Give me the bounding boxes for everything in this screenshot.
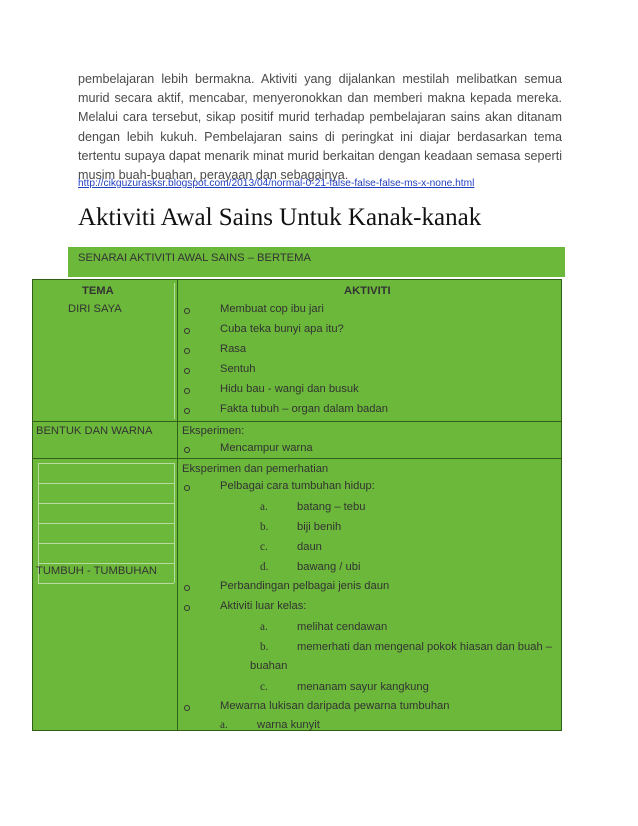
bullet-icon [184, 585, 190, 591]
source-link[interactable]: http://cikguzurasksr.blogspot.com/2013/04/normal-0-21-false-false-false-ms-x-none.html [78, 178, 475, 189]
paragraph-line: tertentu supaya dapat menarik minat murid berkaitan dengan keadaan semasa seperti [78, 148, 562, 163]
bullet-icon [184, 388, 190, 394]
sub-item: biji benih [297, 521, 342, 533]
sub-letter: b. [260, 521, 269, 533]
experiment-label: Eksperimen dan pemerhatian [182, 463, 329, 475]
activity-table [32, 279, 562, 731]
bullet-icon [184, 328, 190, 334]
page-heading: Aktiviti Awal Sains Untuk Kanak-kanak [78, 204, 482, 231]
sub-item: daun [297, 541, 322, 553]
list-item: Perbandingan pelbagai jenis daun [220, 580, 390, 592]
bullet-icon [184, 605, 190, 611]
sub-item: memerhati dan mengenal pokok hiasan dan buah – [297, 641, 553, 653]
list-item: Rasa [220, 343, 247, 355]
bullet-icon [184, 348, 190, 354]
banner-title: SENARAI AKTIVITI AWAL SAINS – BERTEMA [78, 252, 311, 264]
list-item: Sentuh [220, 363, 256, 375]
paragraph-line: murid secara aktif, mencabar, menyeronokkan dan memberi makna kepada mereka. [78, 91, 562, 106]
list-item: Mewarna lukisan daripada pewarna tumbuhan [220, 700, 450, 712]
bullet-icon [184, 408, 190, 414]
sub-letter: c. [260, 681, 268, 693]
sub-letter: d. [260, 561, 269, 573]
list-banner [68, 247, 565, 277]
list-item: Fakta tubuh – organ dalam badan [220, 403, 388, 415]
bullet-icon [184, 308, 190, 314]
tema-bentuk-warna: BENTUK DAN WARNA [36, 425, 153, 437]
sub-item: menanam sayur kangkung [297, 681, 429, 693]
sub-item: warna kunyit [257, 719, 320, 731]
sub-letter: b. [260, 641, 269, 653]
tema-diri-saya: DIRI SAYA [68, 303, 122, 315]
bullet-icon [184, 705, 190, 711]
list-item: Pelbagai cara tumbuhan hidup: [220, 480, 375, 492]
list-item: Aktiviti luar kelas: [220, 600, 307, 612]
header-aktiviti: AKTIVITI [344, 285, 391, 297]
sub-item: batang – tebu [297, 501, 366, 513]
header-tema: TEMA [82, 285, 114, 297]
list-item: Hidu bau - wangi dan busuk [220, 383, 359, 395]
list-item: Cuba teka bunyi apa itu? [220, 323, 344, 335]
sub-letter: a. [260, 501, 268, 513]
sub-item-continued: buahan [250, 660, 288, 672]
sub-letter: c. [260, 541, 268, 553]
tema-tumbuhan: TUMBUH - TUMBUHAN [36, 565, 157, 577]
list-item: Membuat cop ibu jari [220, 303, 324, 315]
sub-item: melihat cendawan [297, 621, 388, 633]
bullet-icon [184, 485, 190, 491]
bullet-icon [184, 368, 190, 374]
sub-item: bawang / ubi [297, 561, 361, 573]
experiment-label: Eksperimen: [182, 425, 245, 437]
paragraph-line: dengan lebih kukuh. Pembelajaran sains di peringkat ini diajar berdasarkan tema [78, 129, 562, 144]
bullet-icon [184, 447, 190, 453]
paragraph-line: pembelajaran lebih bermakna. Aktiviti yang dijalankan mestilah melibatkan semua [78, 72, 562, 86]
intro-paragraph [78, 70, 562, 185]
paragraph-line: Melalui cara tersebut, sikap positif murid terhadap pembelajaran sains akan ditanam [78, 110, 562, 125]
paragraph-line: musim buah-buahan, perayaan dan sebagainya. [78, 168, 349, 183]
sub-letter: a. [220, 719, 228, 731]
sub-letter: a. [260, 621, 268, 633]
list-item: Mencampur warna [220, 442, 313, 454]
